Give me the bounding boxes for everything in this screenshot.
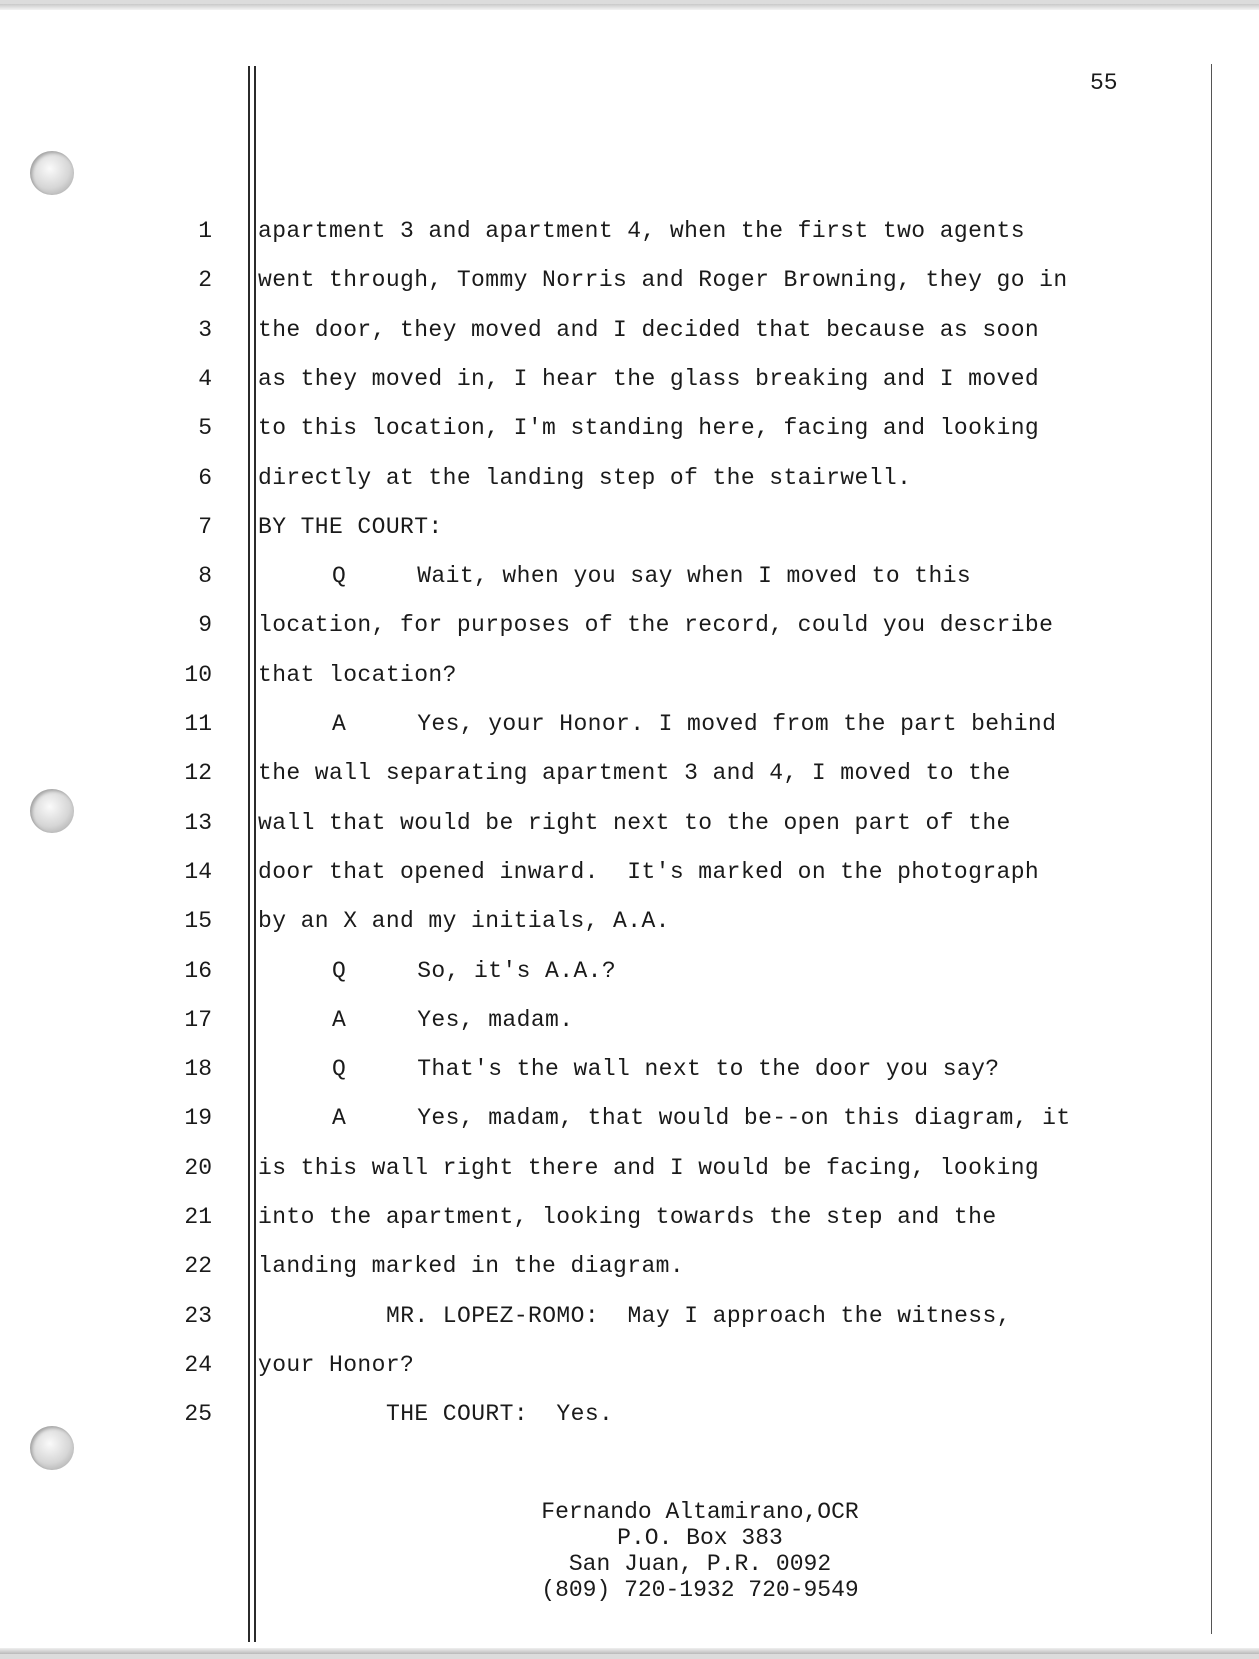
line-text: to this location, I'm standing here, facing and looking [258, 415, 1040, 441]
line-number: 25 [184, 1401, 212, 1427]
line-text: A Yes, madam. [332, 1007, 574, 1033]
line-text: A Yes, madam, that would be--on this diagram, it [332, 1105, 1071, 1131]
page-number: 55 [1090, 70, 1118, 96]
reporter-phone: (809) 720-1932 720-9549 [541, 1577, 859, 1603]
line-text: Q Wait, when you say when I moved to this [332, 563, 972, 589]
line-text: BY THE COURT: [258, 514, 443, 540]
line-text: the door, they moved and I decided that because as soon [258, 317, 1040, 343]
left-margin-rule-outer [248, 66, 250, 1642]
page-top-edge [0, 4, 1259, 10]
reporter-name: Fernando Altamirano,OCR [541, 1499, 859, 1525]
line-number: 9 [198, 612, 212, 638]
line-number: 4 [198, 366, 212, 392]
line-number: 22 [184, 1253, 212, 1279]
line-number: 15 [184, 908, 212, 934]
line-text: location, for purposes of the record, could you describe [258, 612, 1054, 638]
line-text: wall that would be right next to the open part of the [258, 810, 1011, 836]
line-text: door that opened inward. It's marked on the photograph [258, 859, 1040, 885]
line-number: 14 [184, 859, 212, 885]
line-number: 8 [198, 563, 212, 589]
line-text: is this wall right there and I would be facing, looking [258, 1155, 1040, 1181]
reporter-footer [430, 1499, 970, 1603]
line-number: 13 [184, 810, 212, 836]
left-margin-rule-inner [254, 66, 256, 1642]
line-text: landing marked in the diagram. [258, 1253, 685, 1279]
line-number: 16 [184, 958, 212, 984]
line-text: Q So, it's A.A.? [332, 958, 617, 984]
reporter-po-box: P.O. Box 383 [617, 1525, 783, 1551]
line-number: 17 [184, 1007, 212, 1033]
line-number: 21 [184, 1204, 212, 1230]
line-text: Q That's the wall next to the door you say? [332, 1056, 1000, 1082]
line-number: 5 [198, 415, 212, 441]
line-text: directly at the landing step of the stairwell. [258, 465, 912, 491]
line-text: into the apartment, looking towards the step and the [258, 1204, 997, 1230]
line-number: 11 [184, 711, 212, 737]
line-number: 24 [184, 1352, 212, 1378]
line-number: 3 [198, 317, 212, 343]
transcript-page [0, 4, 1259, 1654]
line-text: that location? [258, 662, 457, 688]
line-number: 18 [184, 1056, 212, 1082]
line-number: 12 [184, 760, 212, 786]
line-number: 10 [184, 662, 212, 688]
line-text: your Honor? [258, 1352, 415, 1378]
line-text: as they moved in, I hear the glass breaking and I moved [258, 366, 1040, 392]
binder-hole-middle [30, 789, 74, 833]
line-number: 7 [198, 514, 212, 540]
right-margin-rule [1211, 64, 1212, 1634]
page-bottom-edge [0, 1648, 1259, 1654]
line-number: 19 [184, 1105, 212, 1131]
line-number: 6 [198, 465, 212, 491]
binder-hole-top [30, 151, 74, 195]
line-number: 1 [198, 218, 212, 244]
line-text: went through, Tommy Norris and Roger Browning, they go in [258, 267, 1068, 293]
line-number: 2 [198, 267, 212, 293]
reporter-city: San Juan, P.R. 0092 [568, 1551, 832, 1577]
line-number: 23 [184, 1303, 212, 1329]
binder-hole-bottom [30, 1426, 74, 1470]
line-number: 20 [184, 1155, 212, 1181]
line-text: by an X and my initials, A.A. [258, 908, 670, 934]
line-text: THE COURT: Yes. [386, 1401, 614, 1427]
line-text: the wall separating apartment 3 and 4, I moved to the [258, 760, 1011, 786]
line-text: A Yes, your Honor. I moved from the part behind [332, 711, 1057, 737]
line-text: apartment 3 and apartment 4, when the first two agents [258, 218, 1025, 244]
line-text: MR. LOPEZ-ROMO: May I approach the witness, [386, 1303, 1011, 1329]
